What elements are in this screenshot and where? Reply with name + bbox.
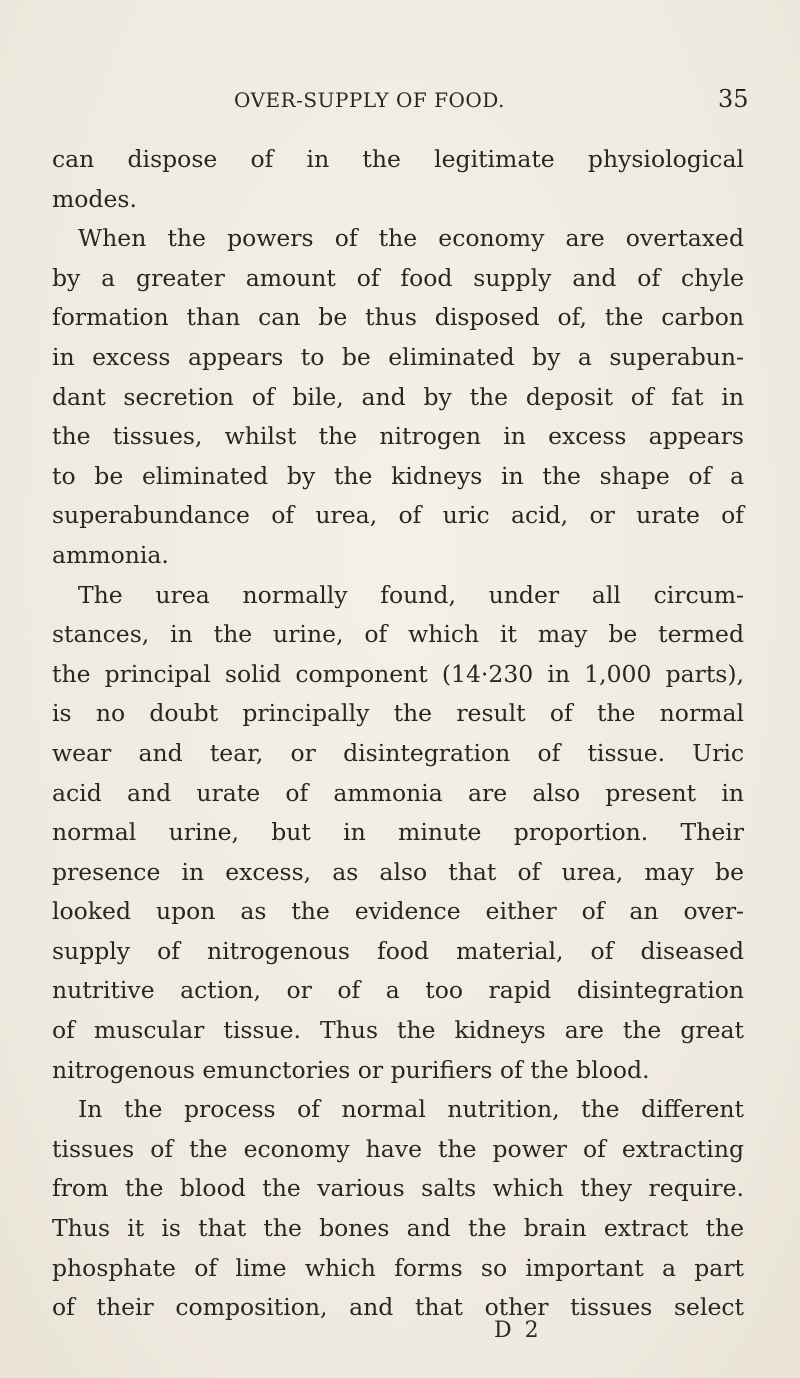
text-line: is no doubt principally the result of the normal [52,699,744,728]
text-line: wear and tear, or disintegration of tissue. Uric [52,738,744,767]
text-line: normal urine, but in minute proportion. Their [52,818,744,847]
text-line: nutritive action, or of a too rapid disintegration [52,976,744,1005]
text-line: dant secretion of bile, and by the deposit of fat in [52,382,744,411]
text-line: In the process of normal nutrition, the different [78,1095,744,1124]
text-line: looked upon as the evidence either of an over- [52,897,744,926]
signature-mark: D 2 [494,1318,542,1343]
running-title: OVER-SUPPLY OF FOOD. [234,88,505,112]
text-line: superabundance of urea, of uric acid, or urate of [52,501,744,530]
text-line: to be eliminated by the kidneys in the shape of a [52,461,744,490]
text-line: of muscular tissue. Thus the kidneys are the great [52,1016,744,1045]
text-line: the tissues, whilst the nitrogen in excess appears [52,422,744,451]
text-line: The urea normally found, under all circum- [78,580,744,609]
text-line: from the blood the various salts which they require. [52,1174,744,1203]
page-number: 35 [718,85,749,113]
text-line: of their composition, and that other tissues select [52,1293,744,1322]
text-line: tissues of the economy have the power of extracting [52,1134,744,1163]
text-line: modes. [52,184,137,213]
text-line: in excess appears to be eliminated by a superabun- [52,342,744,371]
text-line: stances, in the urine, of which it may be termed [52,620,744,649]
body-text [52,140,744,1328]
text-line: ammonia. [52,540,169,569]
text-line: When the powers of the economy are overtaxed [78,224,744,253]
text-line: can dispose of in the legitimate physiological [52,145,744,173]
text-line: the principal solid component (14·230 in 1,000 parts), [52,659,744,688]
running-head [0,85,800,118]
text-line: by a greater amount of food supply and of chyle [52,263,744,292]
text-line: acid and urate of ammonia are also present in [52,778,744,807]
text-line: phosphate of lime which forms so important a part [52,1253,744,1282]
text-line: presence in excess, as also that of urea, may be [52,857,744,886]
text-line: Thus it is that the bones and the brain extract the [52,1214,744,1243]
text-line: formation than can be thus disposed of, the carbon [52,303,744,332]
text-line: nitrogenous emunctories or purifiers of the blood. [52,1055,650,1084]
text-line: supply of nitrogenous food material, of diseased [52,936,744,965]
